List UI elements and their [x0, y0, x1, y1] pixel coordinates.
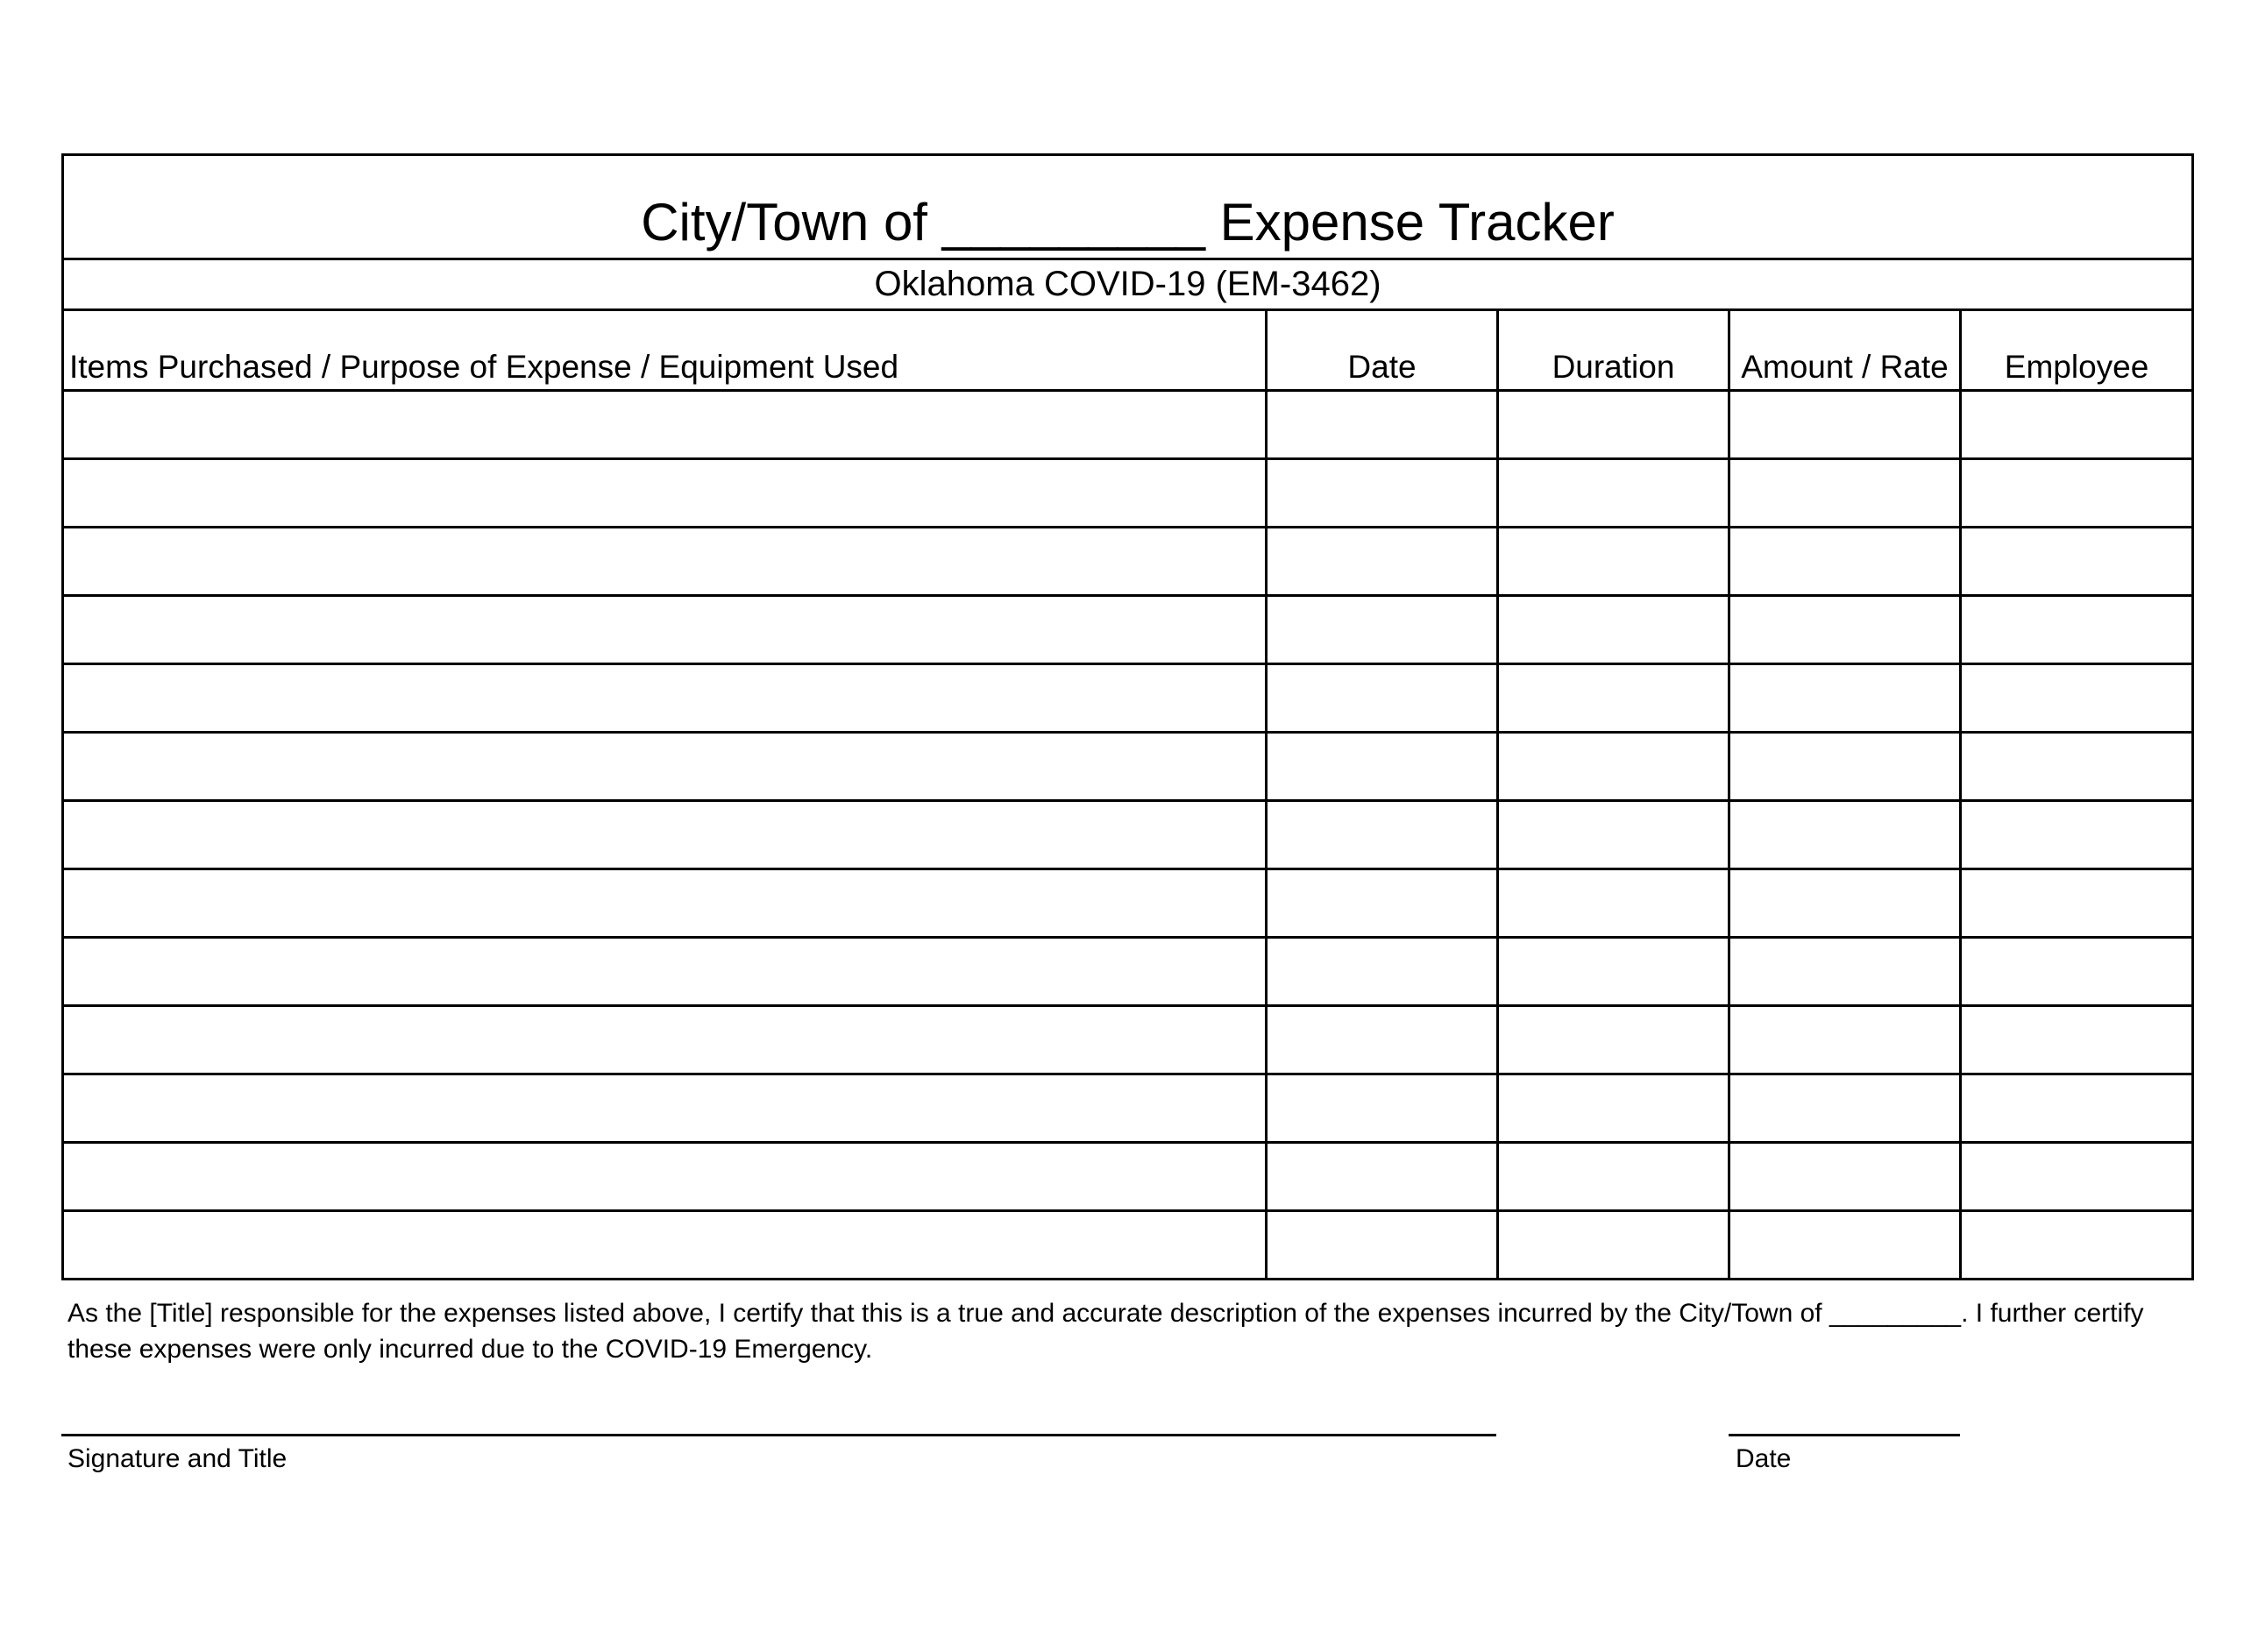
table-row	[63, 596, 2193, 664]
table-row	[63, 459, 2193, 528]
certification-statement: As the [Title] responsible for the expenses listed above, I certify that this is a true and accurate description of the expenses incurred by the City/Town of _________. I further certify these expenses were only incurred due to the COVID-19 Emergency.	[67, 1299, 2144, 1364]
amount-rate-cell[interactable]	[1729, 869, 1961, 938]
employee-cell[interactable]	[1961, 528, 2193, 596]
items-cell[interactable]	[63, 801, 1267, 869]
items-cell[interactable]	[63, 1006, 1267, 1074]
items-cell[interactable]	[63, 938, 1267, 1006]
table-row	[63, 869, 2193, 938]
date-cell[interactable]	[1267, 801, 1498, 869]
signature-line[interactable]	[61, 1434, 1496, 1436]
employee-cell[interactable]	[1961, 459, 2193, 528]
amount-rate-cell[interactable]	[1729, 938, 1961, 1006]
duration-cell[interactable]	[1498, 1211, 1729, 1280]
amount-rate-cell[interactable]	[1729, 1143, 1961, 1211]
items-cell[interactable]	[63, 664, 1267, 733]
date-cell[interactable]	[1267, 528, 1498, 596]
amount-rate-cell[interactable]	[1729, 801, 1961, 869]
header-row	[63, 310, 2193, 391]
employee-cell[interactable]	[1961, 1143, 2193, 1211]
table-row	[63, 391, 2193, 459]
items-cell[interactable]	[63, 528, 1267, 596]
amount-rate-cell[interactable]	[1729, 664, 1961, 733]
employee-cell[interactable]	[1961, 1074, 2193, 1143]
amount-rate-cell[interactable]	[1729, 1006, 1961, 1074]
employee-cell[interactable]	[1961, 1006, 2193, 1074]
date-cell[interactable]	[1267, 938, 1498, 1006]
items-cell[interactable]	[63, 596, 1267, 664]
table-row	[63, 733, 2193, 801]
amount-rate-cell[interactable]	[1729, 596, 1961, 664]
amount-rate-cell[interactable]	[1729, 1211, 1961, 1280]
items-cell[interactable]	[63, 1211, 1267, 1280]
date-cell[interactable]	[1267, 869, 1498, 938]
employee-cell[interactable]	[1961, 801, 2193, 869]
duration-cell[interactable]	[1498, 938, 1729, 1006]
items-cell[interactable]	[63, 733, 1267, 801]
column-header-amount-rate: Amount / Rate	[1729, 310, 1961, 391]
employee-cell[interactable]	[1961, 938, 2193, 1006]
date-cell[interactable]	[1267, 664, 1498, 733]
amount-rate-cell[interactable]	[1729, 1074, 1961, 1143]
table-body	[63, 391, 2193, 1280]
employee-cell[interactable]	[1961, 869, 2193, 938]
items-cell[interactable]	[63, 1143, 1267, 1211]
table-row	[63, 801, 2193, 869]
signature-label: Signature and Title	[67, 1444, 288, 1473]
date-cell[interactable]	[1267, 733, 1498, 801]
items-cell[interactable]	[63, 1074, 1267, 1143]
table-row	[63, 1074, 2193, 1143]
date-cell[interactable]	[1267, 1143, 1498, 1211]
duration-cell[interactable]	[1498, 664, 1729, 733]
duration-cell[interactable]	[1498, 1143, 1729, 1211]
amount-rate-cell[interactable]	[1729, 459, 1961, 528]
column-header-employee: Employee	[1961, 310, 2193, 391]
date-label: Date	[1736, 1444, 1792, 1473]
duration-cell[interactable]	[1498, 1074, 1729, 1143]
expense-table	[61, 153, 2194, 1280]
employee-cell[interactable]	[1961, 733, 2193, 801]
table-row	[63, 1006, 2193, 1074]
duration-cell[interactable]	[1498, 869, 1729, 938]
date-cell[interactable]	[1267, 1211, 1498, 1280]
table-row	[63, 1143, 2193, 1211]
column-header-items: Items Purchased / Purpose of Expense / Equipment Used	[63, 310, 1267, 391]
employee-cell[interactable]	[1961, 596, 2193, 664]
table-row	[63, 528, 2193, 596]
column-header-duration: Duration	[1498, 310, 1729, 391]
date-cell[interactable]	[1267, 459, 1498, 528]
duration-cell[interactable]	[1498, 528, 1729, 596]
expense-tracker-form	[61, 153, 2191, 1280]
date-cell[interactable]	[1267, 1006, 1498, 1074]
table-row	[63, 1211, 2193, 1280]
form-title: City/Town of _________ Expense Tracker	[63, 155, 2193, 259]
amount-rate-cell[interactable]	[1729, 528, 1961, 596]
items-cell[interactable]	[63, 869, 1267, 938]
duration-cell[interactable]	[1498, 459, 1729, 528]
form-subtitle: Oklahoma COVID-19 (EM-3462)	[63, 259, 2193, 310]
duration-cell[interactable]	[1498, 1006, 1729, 1074]
employee-cell[interactable]	[1961, 1211, 2193, 1280]
items-cell[interactable]	[63, 391, 1267, 459]
date-cell[interactable]	[1267, 391, 1498, 459]
table-row	[63, 938, 2193, 1006]
duration-cell[interactable]	[1498, 733, 1729, 801]
amount-rate-cell[interactable]	[1729, 733, 1961, 801]
items-cell[interactable]	[63, 459, 1267, 528]
date-line[interactable]	[1729, 1434, 1960, 1436]
table-row	[63, 664, 2193, 733]
column-header-date: Date	[1267, 310, 1498, 391]
duration-cell[interactable]	[1498, 801, 1729, 869]
duration-cell[interactable]	[1498, 391, 1729, 459]
amount-rate-cell[interactable]	[1729, 391, 1961, 459]
duration-cell[interactable]	[1498, 596, 1729, 664]
employee-cell[interactable]	[1961, 391, 2193, 459]
employee-cell[interactable]	[1961, 664, 2193, 733]
date-cell[interactable]	[1267, 596, 1498, 664]
date-cell[interactable]	[1267, 1074, 1498, 1143]
